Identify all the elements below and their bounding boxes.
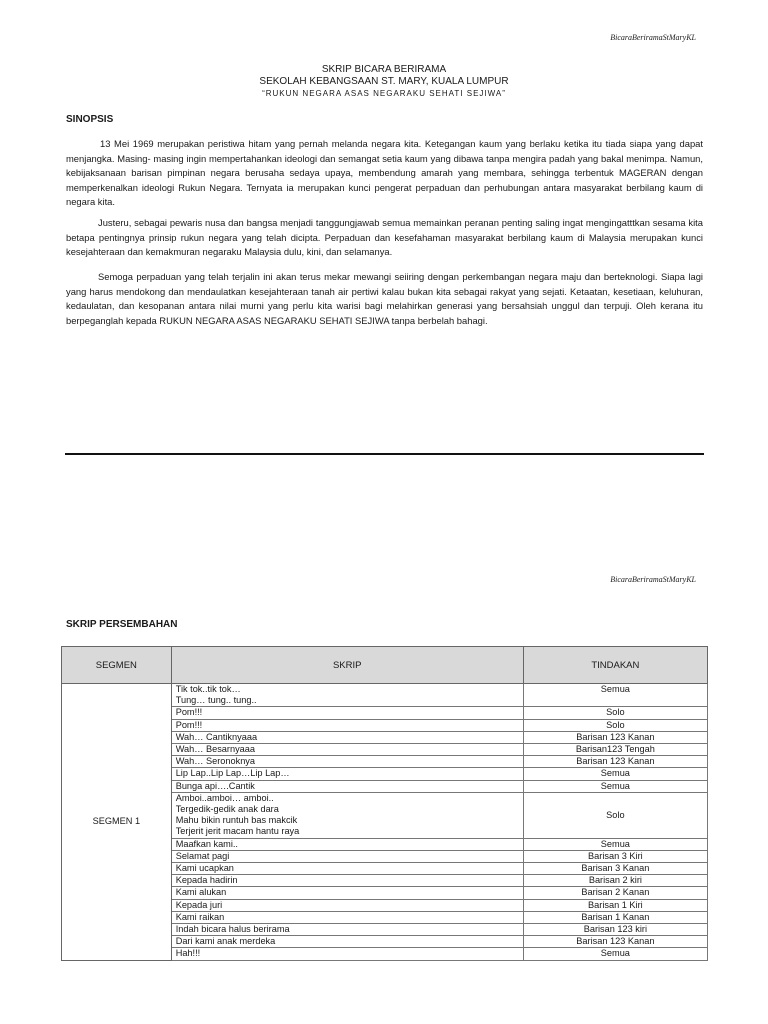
action-cell: Semua: [523, 780, 707, 792]
script-line: Kami raikan: [175, 911, 225, 922]
action-cell: Barisan 2 Kanan: [523, 887, 707, 899]
skrip-heading: SKRIP PERSEMBAHAN: [66, 619, 178, 630]
script-line: Selamat pagi: [175, 850, 230, 861]
script-line-cell: [171, 756, 523, 768]
action-cell: Barisan 123 Kanan: [523, 731, 707, 743]
script-line-cell: [171, 875, 523, 887]
script-line: Wah… Besarnyaaa: [175, 744, 256, 755]
sinopsis-heading: SINOPSIS: [66, 114, 114, 125]
script-line-cell: [171, 948, 523, 960]
script-line: Indah bicara halus berirama: [175, 924, 290, 935]
action-cell: Barisan 1 Kanan: [523, 911, 707, 923]
script-line-cell: [171, 719, 523, 731]
script-line: Pom!!!: [175, 719, 203, 730]
action-cell: Solo: [523, 719, 707, 731]
action-cell: Semua: [523, 948, 707, 960]
script-line-cell: [171, 887, 523, 899]
script-line-cell: [171, 850, 523, 862]
action-cell: Barisan 123 kiri: [523, 924, 707, 936]
script-line: Pom!!!: [175, 707, 203, 718]
action-cell: Barisan 3 Kanan: [523, 863, 707, 875]
action-cell: Barisan 123 Kanan: [523, 936, 707, 948]
action-cell: Solo: [523, 792, 707, 838]
school-name: SEKOLAH KEBANGSAAN ST. MARY, KUALA LUMPUR: [259, 76, 509, 87]
sinopsis-paragraph: Justeru, sebagai pewaris nusa dan bangsa menjadi tanggungjawab semua memainkan peranan penting saling ingat mengingatttkan sesama kita betapa pentingnya prinsip rukun negara yang telah dicipta. Perpaduan dan kesefahaman masyarakat berbilang kaum di Malaysia merupakan kunci kesejahteraan dan kemakmuran negaraku Malaysia dulu, kini, dan selamanya.: [66, 217, 703, 258]
script-line: Amboi..amboi… amboi..: [175, 792, 274, 803]
action-cell: Semua: [523, 838, 707, 850]
script-line: Maafkan kami..: [175, 838, 238, 849]
sinopsis-paragraph: 13 Mei 1969 merupakan peristiwa hitam yang pernah melanda negara kita. Ketegangan kaum yang berlaku ketika itu tiada siapa yang dapat menjangka. Masing- masing ingin mempertahankan ideologi dan semangat setia kaum yang dibawa tanpa mengira padah yang bakal menimpa. Namun, kebijaksanaan barisan pimpinan negara berusaha sedaya upaya, membendung amarah yang membara, sehingga terbentuk MAGERAN dengan memperkenalkan ideologi Rukun Negara. Ternyata ia merupakan kunci pengerat perpaduan dan perhubungan antara masyarakat berbilang kaum di negara kita.: [66, 138, 703, 208]
action-cell: Barisan 1 Kiri: [523, 899, 707, 911]
script-line-cell: [171, 936, 523, 948]
table-header-row: [62, 647, 708, 684]
page-watermark: BicaraBeriramaStMaryKL: [610, 575, 696, 584]
column-header-tindakan: TINDAKAN: [523, 647, 707, 684]
script-line: Mahu bikin runtuh bas makcik: [175, 815, 298, 826]
script-line: Bunga api….Cantik: [175, 780, 255, 791]
page-divider: [65, 453, 704, 455]
script-line-cell: [171, 792, 523, 838]
sinopsis-paragraph: Semoga perpaduan yang telah terjalin ini akan terus mekar mewangi seiiring dengan perkembangan negara maju dan berteknologi. Siapa lagi yang harus mendokong dan mendaulatkan kesejahteraan tanah air pertiwi kalau bukan kita sebagai rakyat yang sejati. Ketaatan, kesetiaan, keluhuran, kedaulatan, dan kesopanan antara nilai murni yang perlu kita warisi bagi melahirkan generasi yang bersahsiah unggul dan terpuji. Oleh kerana itu berpeganglah kepada RUKUN NEGARA ASAS NEGARAKU SEHATI SEJIWA tanpa berbelah bahagi.: [66, 271, 703, 326]
script-line-cell: [171, 707, 523, 719]
script-line: Terjerit jerit macam hantu raya: [175, 826, 300, 837]
action-cell: Solo: [523, 707, 707, 719]
script-line-cell: [171, 684, 523, 707]
script-line-cell: [171, 899, 523, 911]
script-line: Kepada hadirin: [175, 875, 238, 886]
script-line-cell: [171, 744, 523, 756]
table-row: [62, 684, 708, 707]
script-table-body: [62, 684, 708, 961]
script-line: Tik tok..tik tok…: [175, 684, 241, 694]
script-line: Hah!!!: [175, 948, 201, 959]
motto: “RUKUN NEGARA ASAS NEGARAKU SEHATI SEJIWA”: [262, 89, 506, 98]
script-line-cell: [171, 780, 523, 792]
action-cell: Semua: [523, 768, 707, 780]
script-line: Tung… tung.. tung..: [175, 695, 257, 706]
action-cell: Barisan 3 Kiri: [523, 850, 707, 862]
action-cell: Barisan 123 Kanan: [523, 756, 707, 768]
script-line-cell: [171, 768, 523, 780]
script-line: Wah… Seronoknya: [175, 756, 256, 767]
action-cell: Barisan123 Tengah: [523, 744, 707, 756]
script-line-cell: [171, 731, 523, 743]
segment-label: SEGMEN 1: [62, 684, 172, 961]
script-line: Dari kami anak merdeka: [175, 936, 276, 947]
column-header-skrip: SKRIP: [171, 647, 523, 684]
action-cell: Semua: [523, 684, 707, 707]
script-table: [61, 646, 708, 961]
document-header: [0, 64, 768, 99]
script-line-cell: [171, 863, 523, 875]
document-title: SKRIP BICARA BERIRAMA: [321, 64, 447, 75]
action-cell: Barisan 2 kiri: [523, 875, 707, 887]
script-line: Tergedik-gedik anak dara: [175, 804, 279, 815]
script-line-cell: [171, 924, 523, 936]
script-line-cell: [171, 838, 523, 850]
column-header-segmen: SEGMEN: [62, 647, 172, 684]
script-line: Lip Lap..Lip Lap…Lip Lap…: [175, 768, 290, 779]
script-line: Kami ucapkan: [175, 863, 234, 874]
script-line-cell: [171, 911, 523, 923]
page-watermark: BicaraBeriramaStMaryKL: [610, 33, 696, 42]
script-line: Kami alukan: [175, 887, 227, 898]
script-line: Kepada juri: [175, 899, 223, 910]
script-line: Wah… Cantiknyaaa: [175, 731, 258, 742]
